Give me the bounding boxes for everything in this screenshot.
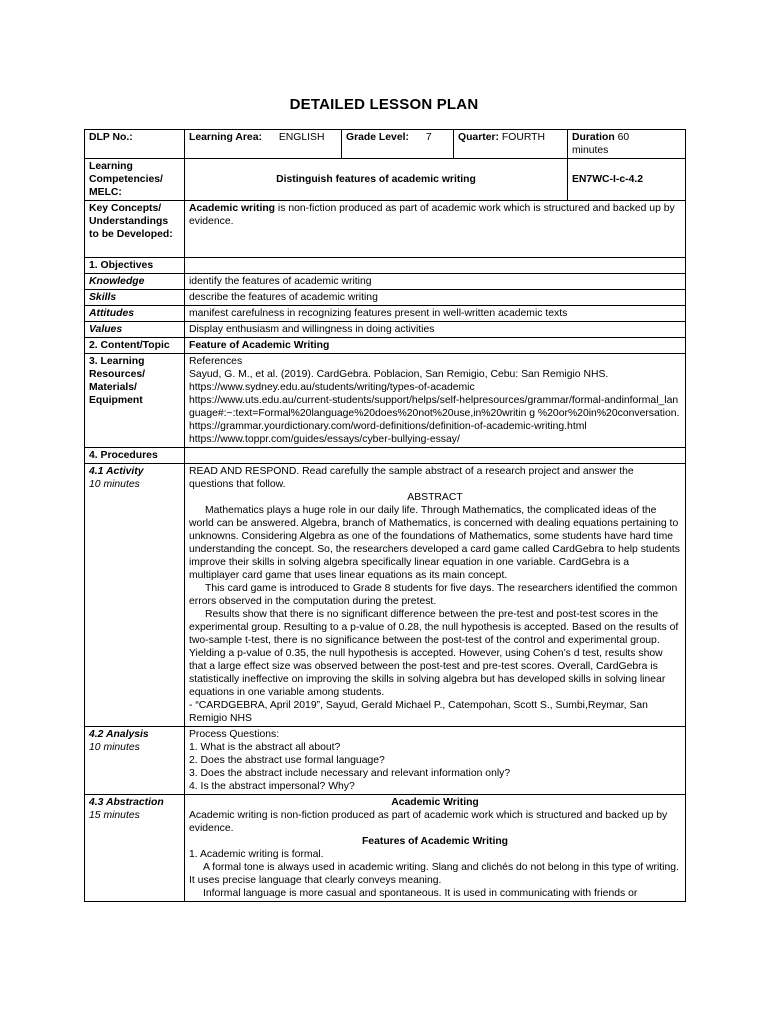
skills-label: Skills — [85, 290, 185, 306]
abstraction-heading: Academic Writing — [391, 797, 479, 808]
skills-value: describe the features of academic writing — [185, 290, 686, 306]
dlp-no-cell — [85, 130, 185, 159]
resources-line: https://www.sydney.edu.au/students/writing/types-of-academic — [189, 382, 475, 393]
resources-line: References — [189, 356, 243, 367]
attitudes-row — [85, 306, 686, 322]
activity-instructions: READ AND RESPOND. Read carefully the sample abstract of a research project and answer the questions that follow. — [189, 466, 634, 490]
resources-row — [85, 354, 686, 448]
competency-value: Distinguish features of academic writing — [185, 159, 568, 201]
analysis-question: 2. Does the abstract use formal language? — [189, 755, 385, 766]
skills-row — [85, 290, 686, 306]
key-concepts-text: is non-fiction produced as part of academic work which is structured and backed up by evidence. — [189, 203, 675, 227]
resources-line: https://www.toppr.com/guides/essays/cyber-bullying-essay/ — [189, 434, 460, 445]
analysis-cell — [185, 727, 686, 795]
grade-level-cell — [342, 130, 454, 159]
feature-paragraph: Informal language is more casual and spontaneous. It is used in communicating with friends or — [203, 888, 638, 899]
content-label: 2. Content/Topic — [85, 338, 185, 354]
header-row — [85, 130, 686, 159]
activity-cell — [185, 464, 686, 727]
grade-level-value: 7 — [425, 132, 432, 143]
attitudes-value: manifest carefulness in recognizing features present in well-written academic texts — [185, 306, 686, 322]
values-row — [85, 322, 686, 338]
learning-area-label: Learning Area: — [189, 132, 262, 143]
resources-label: 3. Learning Resources/ Materials/ Equipment — [85, 354, 185, 448]
analysis-question: 3. Does the abstract include necessary and relevant information only? — [189, 768, 511, 779]
resources-line: Sayud, G. M., et al. (2019). CardGebra. Poblacion, San Remigio, Cebu: San Remigio NHS. — [189, 369, 609, 380]
dlp-no-label: DLP No.: — [89, 132, 133, 143]
analysis-row — [85, 727, 686, 795]
objectives-label: 1. Objectives — [85, 258, 185, 274]
activity-label-cell — [85, 464, 185, 727]
abstraction-cell — [185, 795, 686, 902]
activity-time: 10 minutes — [89, 479, 140, 490]
feature-item: 1. Academic writing is formal. — [189, 849, 324, 860]
abstract-paragraph: This card game is introduced to Grade 8 students for five days. The researchers identified the common errors observed in the computation during the pretest. — [189, 583, 678, 607]
competency-code: EN7WC-I-c-4.2 — [568, 159, 686, 201]
duration-unit: minutes — [572, 145, 609, 156]
abstraction-label-cell — [85, 795, 185, 902]
abstract-paragraph: Results show that there is no significant difference between the pre-test and post-test scores in the experimental group. Resulting to a p-value of 0.28, the null hypothesis is accepted. Based on the results of two-sample t-test, there is no significance between the post-test of the control and experimental group. Yielding a p-value of 0.35, the null hypothesis is accepted. However, using Cohen’s d test, results show that a large effect size was observed between the post-test and pre-test scores. Overall, CardGebra is statistically ineffective on improving the skills in solving algebra but has developed skills in solving linear equations in one variable among students. — [189, 609, 679, 698]
activity-row — [85, 464, 686, 727]
content-value: Feature of Academic Writing — [185, 338, 686, 354]
analysis-time: 10 minutes — [89, 742, 140, 753]
abstraction-time: 15 minutes — [89, 810, 140, 821]
learning-area-value: ENGLISH — [278, 132, 325, 143]
key-concepts-lead: Academic writing — [189, 203, 276, 214]
procedures-empty — [185, 448, 686, 464]
attitudes-label: Attitudes — [85, 306, 185, 322]
key-concepts-row — [85, 201, 686, 258]
abstraction-row — [85, 795, 686, 902]
abstraction-definition: Academic writing is non-fiction produced as part of academic work which is structured and backed up by evidence. — [189, 810, 668, 834]
resources-line: https://grammar.yourdictionary.com/word-definitions/definition-of-academic-writing.html — [189, 421, 587, 432]
abstract-title: ABSTRACT — [407, 492, 463, 503]
duration-label: Duration — [572, 132, 615, 143]
competency-label: Learning Competencies/ MELC: — [85, 159, 185, 201]
key-concepts-cell — [185, 201, 686, 258]
duration-cell — [568, 130, 686, 159]
feature-paragraph: A formal tone is always used in academic writing. Slang and clichés do not belong in this type of writing. It uses precise language that clearly conveys meaning. — [189, 862, 679, 886]
objectives-empty — [185, 258, 686, 274]
analysis-question: 1. What is the abstract all about? — [189, 742, 341, 753]
content-row — [85, 338, 686, 354]
abstract-paragraph: Mathematics plays a huge role in our daily life. Through Mathematics, the complicated ideas of the world can be answered. Algebra, branch of Mathematics, is concerned with dealing equations pertaining to unknowns. Considering Algebra as one of the foundations of Mathematics, some students have hard time understanding the concept. So, the researchers developed a card game called CardGebra to help students improve their skills in solving algebra specifically linear equation in one variable. CardGebra is a multiplayer card game that uses linear equations as its main concept. — [189, 505, 680, 581]
duration-value: 60 — [617, 132, 630, 143]
quarter-cell — [454, 130, 568, 159]
analysis-heading: Process Questions: — [189, 729, 280, 740]
abstract-citation: - “CARDGEBRA, April 2019”, Sayud, Gerald Michael P., Catempohan, Scott S., Sumbi,Reymar, San Remigio NHS — [189, 700, 648, 724]
analysis-label-cell — [85, 727, 185, 795]
knowledge-row — [85, 274, 686, 290]
activity-label: 4.1 Activity — [89, 466, 144, 477]
resources-line: https://www.uts.edu.au/current-students/support/helps/self-helpresources/grammar/formal-andinformal_language#:~:text=Formal%20language%20does%20not%20use,in%20writin g %20or%20in%20conversation. — [189, 395, 680, 419]
abstraction-label: 4.3 Abstraction — [89, 797, 164, 808]
values-label: Values — [85, 322, 185, 338]
procedures-row — [85, 448, 686, 464]
grade-level-label: Grade Level: — [346, 132, 409, 143]
features-heading: Features of Academic Writing — [361, 836, 509, 847]
quarter-label: Quarter: — [458, 132, 499, 143]
objectives-row — [85, 258, 686, 274]
key-concepts-label: Key Concepts/ Understandings to be Developed: — [85, 201, 185, 258]
analysis-question: 4. Is the abstract impersonal? Why? — [189, 781, 355, 792]
competency-row — [85, 159, 686, 201]
lesson-plan-table — [84, 129, 686, 902]
procedures-label: 4. Procedures — [85, 448, 185, 464]
resources-cell — [185, 354, 686, 448]
knowledge-label: Knowledge — [85, 274, 185, 290]
values-value: Display enthusiasm and willingness in doing activities — [185, 322, 686, 338]
analysis-label: 4.2 Analysis — [89, 729, 149, 740]
quarter-value: FOURTH — [501, 132, 545, 143]
learning-area-cell — [185, 130, 342, 159]
knowledge-value: identify the features of academic writing — [185, 274, 686, 290]
page-title: DETAILED LESSON PLAN — [289, 96, 479, 113]
